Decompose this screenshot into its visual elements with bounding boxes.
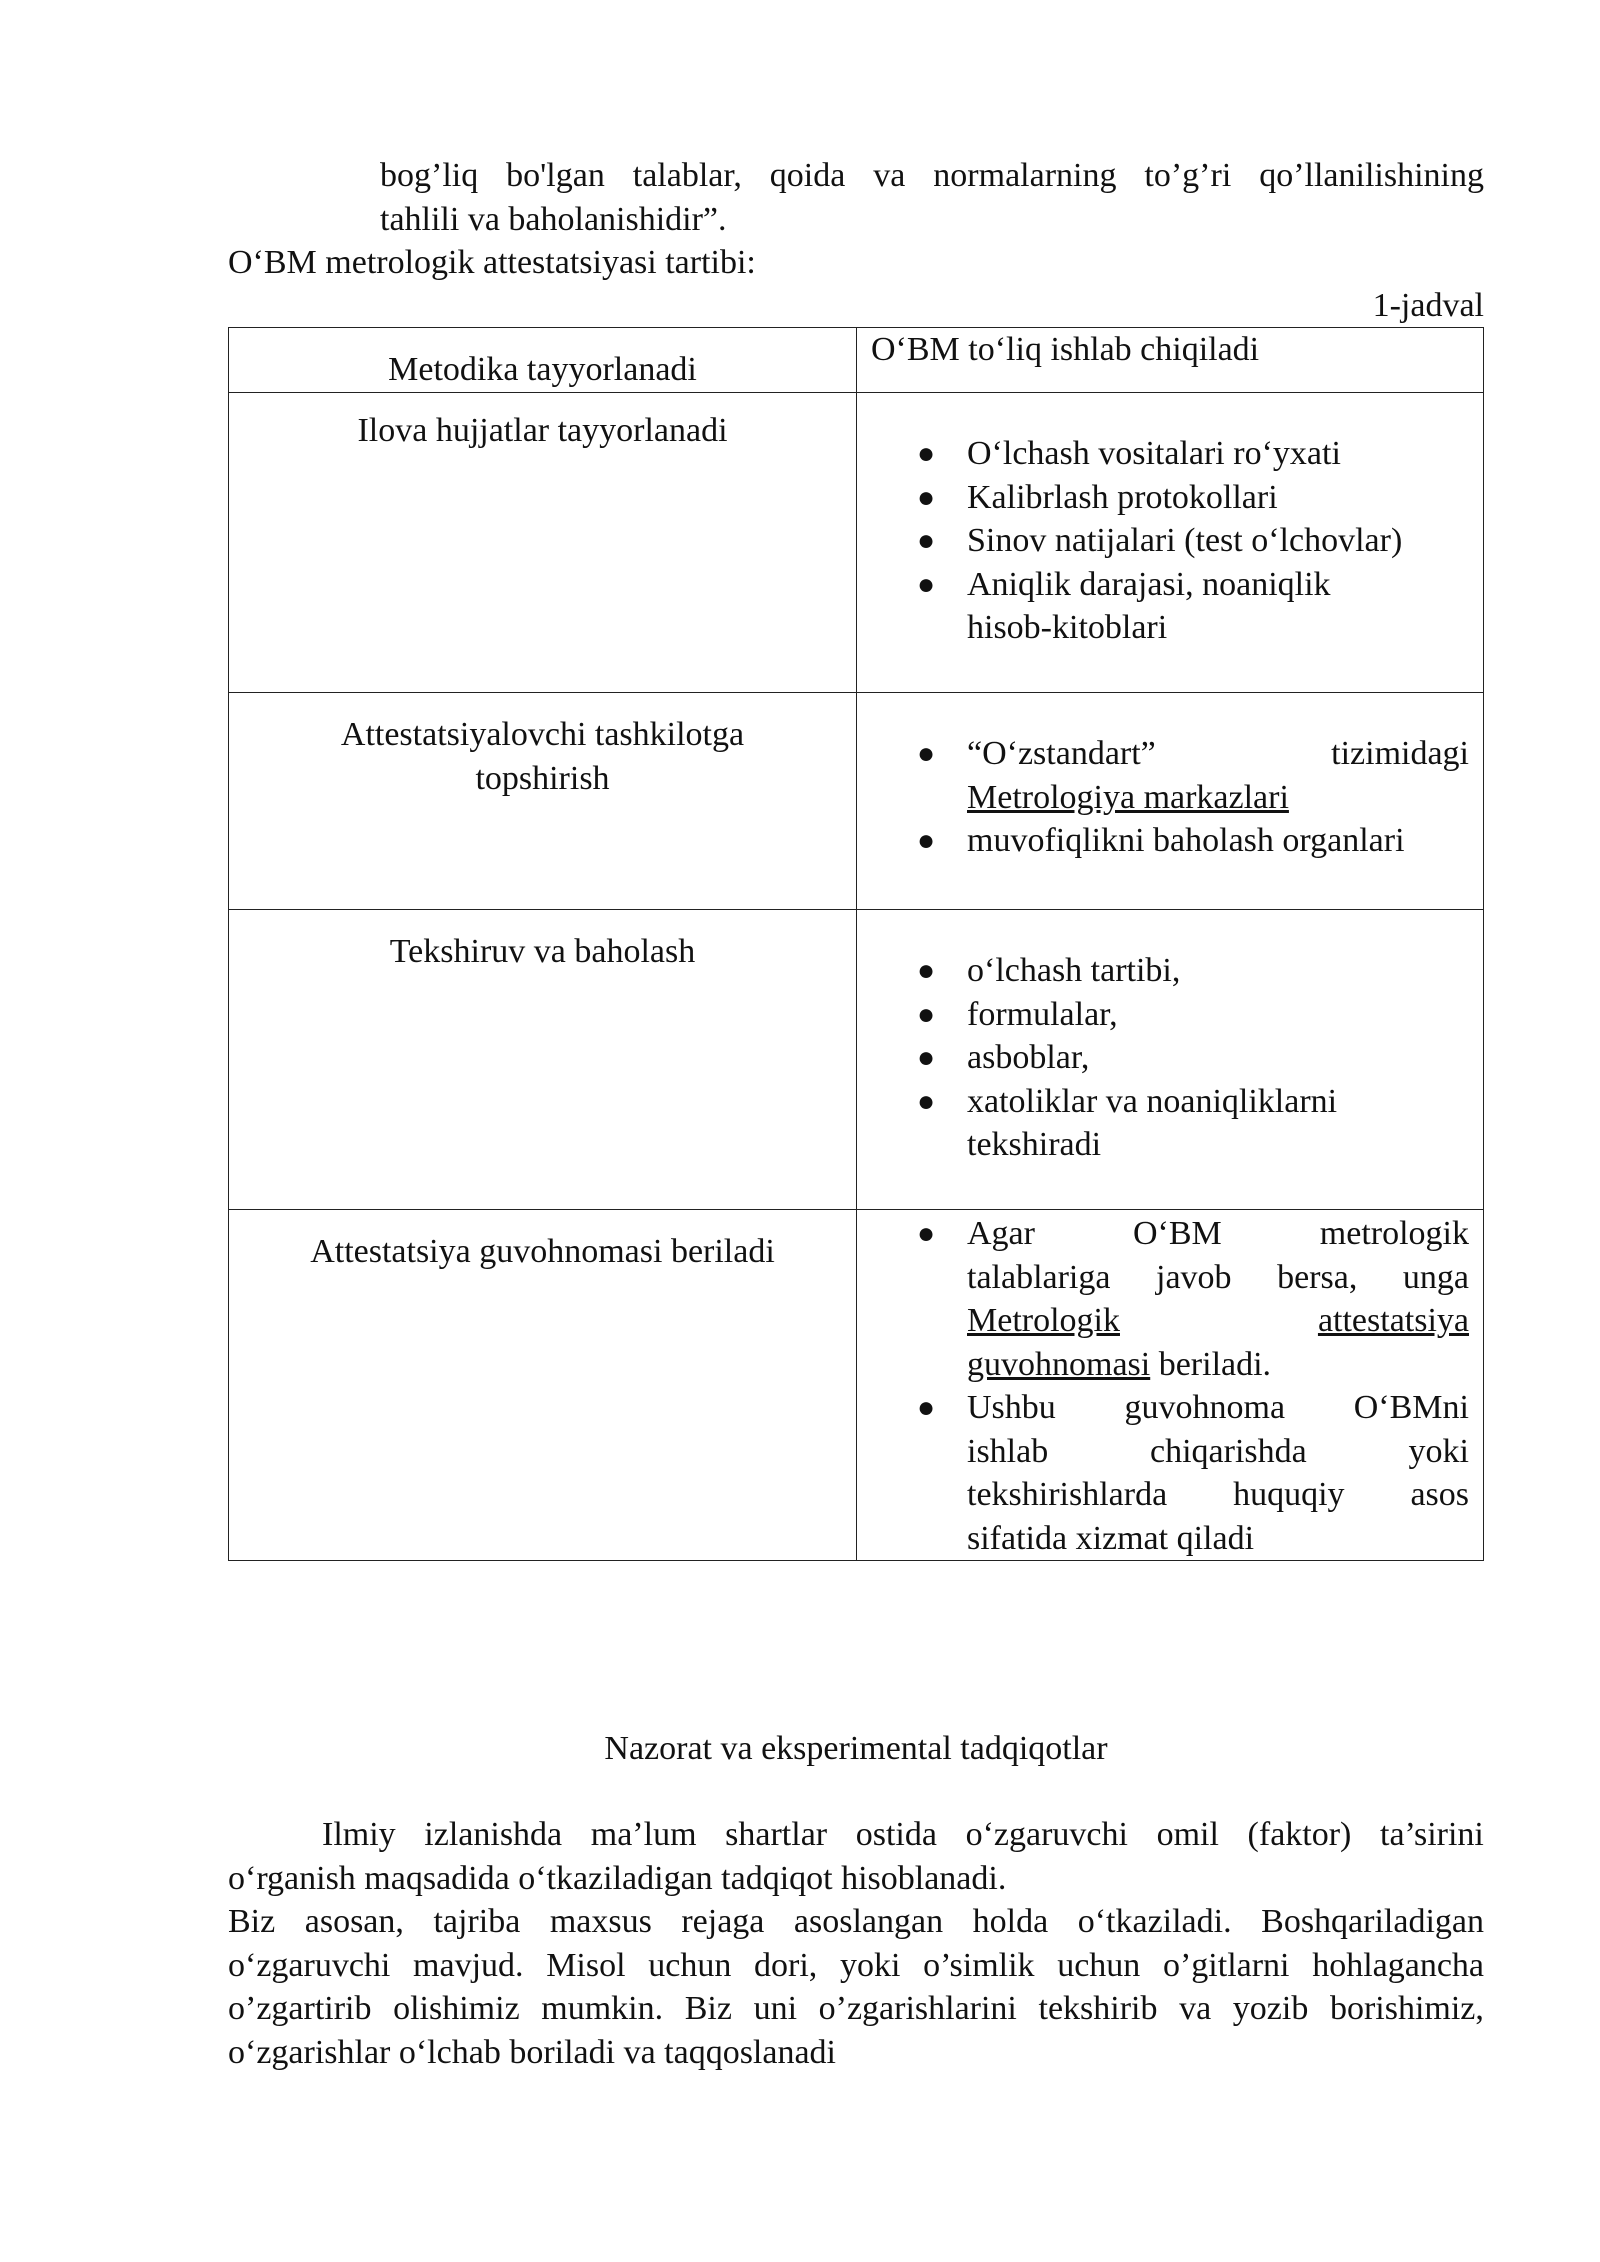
table-cell-left bbox=[229, 1210, 857, 1561]
paragraph-line bbox=[228, 1944, 1484, 1988]
list-item-line bbox=[967, 1386, 1469, 1430]
word: maxsus bbox=[549, 1903, 652, 1940]
cell-text bbox=[229, 693, 856, 800]
word: dori, bbox=[754, 1946, 818, 1984]
bullet-icon: ● bbox=[917, 437, 936, 470]
table-caption: 1-jadval bbox=[1372, 287, 1484, 324]
word: javob bbox=[1156, 1258, 1232, 1296]
list-item-line bbox=[967, 1343, 1469, 1387]
paragraph-1 bbox=[228, 1813, 1484, 1900]
word: (faktor) bbox=[1247, 1816, 1352, 1853]
word: qoida bbox=[769, 157, 846, 194]
list-item-line bbox=[967, 1212, 1469, 1256]
word: asosan, bbox=[304, 1903, 404, 1940]
bullet-list bbox=[857, 910, 1483, 1167]
word: to’g’ri bbox=[1144, 157, 1232, 194]
word: holda bbox=[972, 1903, 1049, 1940]
table-row bbox=[229, 693, 1484, 910]
list-item-line bbox=[967, 1473, 1469, 1517]
bullet-icon: ● bbox=[917, 567, 936, 601]
table-row bbox=[229, 910, 1484, 1210]
word: mavjud. bbox=[413, 1946, 524, 1984]
table-cell-left bbox=[229, 393, 857, 693]
bullet-list bbox=[857, 393, 1483, 650]
word: bersa, bbox=[1277, 1258, 1358, 1296]
paragraph-line bbox=[228, 1813, 1484, 1857]
table-cell-right bbox=[857, 328, 1484, 393]
list-item-text: tekshiradi bbox=[967, 1126, 1102, 1163]
word: qo’llanilishining bbox=[1259, 157, 1484, 194]
bullet-icon: ● bbox=[917, 997, 936, 1031]
word: ostida bbox=[855, 1816, 937, 1853]
word: tekshirishlarda bbox=[967, 1476, 1168, 1513]
list-item-text: Sinov natijalari (test o‘lchovlar) bbox=[967, 522, 1403, 559]
word: rejaga bbox=[681, 1903, 765, 1940]
word: va bbox=[873, 157, 906, 194]
list-item bbox=[857, 1386, 1483, 1560]
word: tajriba bbox=[433, 1903, 521, 1940]
word: talablariga bbox=[967, 1258, 1111, 1296]
bullet-list bbox=[857, 1210, 1483, 1560]
list-item bbox=[857, 1080, 1483, 1167]
word: normalarning bbox=[933, 157, 1117, 194]
bullet-icon: ● bbox=[917, 824, 936, 857]
word: o‘zgaruvchi bbox=[965, 1816, 1128, 1853]
list-item-line bbox=[967, 1430, 1469, 1474]
word: Ushbu bbox=[967, 1389, 1056, 1426]
word: izlanishda bbox=[424, 1816, 563, 1853]
list-item-line bbox=[967, 1299, 1469, 1343]
word: borishimiz, bbox=[1329, 1990, 1484, 2027]
section-title: Nazorat va eksperimental tadqiqotlar bbox=[604, 1730, 1108, 1767]
word: o’gitlarni bbox=[1162, 1946, 1290, 1984]
word: yoki bbox=[839, 1946, 901, 1984]
paragraph-line: o‘rganish maqsadida o‘tkaziladigan tadqiqot hisoblanadi. bbox=[228, 1859, 1007, 1897]
word: asoslangan bbox=[793, 1903, 944, 1940]
table-row bbox=[229, 1210, 1484, 1561]
list-item bbox=[857, 563, 1483, 650]
word: yoki bbox=[1408, 1432, 1469, 1470]
table-cell-left bbox=[229, 910, 857, 1210]
paragraph-2 bbox=[228, 1900, 1484, 2074]
word: omil bbox=[1156, 1816, 1219, 1853]
cell-text: Tekshiruv va baholash bbox=[389, 933, 696, 970]
word: o‘tkaziladi. bbox=[1077, 1903, 1232, 1940]
word: ta’sirini bbox=[1380, 1816, 1484, 1853]
word: o‘zgaruvchi bbox=[228, 1946, 391, 1984]
word: ishlab bbox=[967, 1432, 1049, 1470]
list-item bbox=[857, 432, 1483, 476]
word: Misol bbox=[546, 1946, 626, 1984]
table-cell-left bbox=[229, 328, 857, 393]
cell-text-line: Attestatsiyalovchi tashkilotga bbox=[340, 716, 745, 753]
list-item-text: O‘lchash vositalari ro‘yxati bbox=[967, 435, 1341, 472]
word: ma’lum bbox=[590, 1816, 697, 1853]
list-item bbox=[857, 1036, 1483, 1080]
paragraph-line: o‘zgarishlar o‘lchab boriladi va taqqoslanadi bbox=[228, 2033, 836, 2071]
word: hohlagancha bbox=[1312, 1946, 1484, 1984]
table-row bbox=[229, 393, 1484, 693]
word: o’simlik bbox=[923, 1946, 1035, 1984]
bullet-icon: ● bbox=[917, 524, 936, 557]
list-item-text: Kalibrlash protokollari bbox=[967, 478, 1278, 516]
list-item-text: hisob-kitoblari bbox=[967, 609, 1168, 646]
list-item-text: xatoliklar va noaniqliklarni bbox=[967, 1082, 1338, 1120]
word: asos bbox=[1410, 1476, 1469, 1513]
table-cell-right bbox=[857, 1210, 1484, 1561]
list-item-text: asboblar, bbox=[967, 1039, 1090, 1076]
list-item-text: muvofiqlikni baholash organlari bbox=[967, 822, 1405, 859]
bullet-icon: ● bbox=[917, 1041, 936, 1074]
word: Boshqariladigan bbox=[1261, 1903, 1484, 1940]
list-item-line bbox=[967, 732, 1469, 776]
word: o’zgarishlarini bbox=[818, 1990, 1017, 2027]
list-item bbox=[857, 993, 1483, 1037]
cell-text: Attestatsiya guvohnomasi beriladi bbox=[310, 1233, 775, 1270]
list-item-line: sifatida xizmat qiladi bbox=[967, 1519, 1255, 1557]
list-item-line bbox=[967, 1256, 1469, 1300]
cell-text: Ilova hujjatlar tayyorlanadi bbox=[357, 412, 728, 449]
cell-text-line: topshirish bbox=[475, 759, 610, 797]
word: yozib bbox=[1232, 1990, 1309, 2027]
table-cell-right bbox=[857, 693, 1484, 910]
word: uchun bbox=[648, 1946, 732, 1984]
word: Ilmiy bbox=[322, 1816, 396, 1853]
word: talablar, bbox=[632, 157, 742, 194]
word: tekshirib bbox=[1038, 1990, 1158, 2027]
word: chiqarishda bbox=[1150, 1432, 1307, 1470]
word: bog’liq bbox=[380, 157, 479, 194]
paragraph-line bbox=[228, 1987, 1484, 2031]
table-row bbox=[229, 328, 1484, 393]
quote-line-1 bbox=[380, 154, 1484, 198]
list-item-text: Aniqlik darajasi, noaniqlik bbox=[967, 565, 1331, 603]
table-cell-right bbox=[857, 393, 1484, 693]
list-item bbox=[857, 476, 1483, 520]
word: uni bbox=[753, 1990, 798, 2027]
word: huquqiy bbox=[1233, 1476, 1345, 1513]
word: shartlar bbox=[725, 1816, 828, 1853]
list-item-text: o‘lchash tartibi, bbox=[967, 952, 1181, 989]
bullet-icon: ● bbox=[917, 737, 936, 770]
word: Biz bbox=[684, 1990, 732, 2027]
word: guvohnoma bbox=[1124, 1389, 1286, 1426]
list-item-word: tizimidagi bbox=[1331, 735, 1469, 772]
paragraph-line bbox=[228, 1900, 1484, 1944]
word: Agar bbox=[967, 1215, 1035, 1252]
cell-text: O‘BM to‘liq ishlab chiqiladi bbox=[871, 331, 1260, 368]
attestation-table bbox=[228, 327, 1484, 1561]
list-item-word: “O‘zstandart” bbox=[967, 735, 1156, 772]
list-item-text: formulalar, bbox=[967, 995, 1118, 1033]
word: unga bbox=[1402, 1258, 1469, 1296]
list-item bbox=[857, 732, 1483, 819]
quote-line-2: tahlili va baholanishidir”. bbox=[380, 200, 727, 238]
word: mumkin. bbox=[541, 1990, 664, 2027]
bullet-list bbox=[857, 693, 1483, 863]
certificate-link-part[interactable]: guvohnomasi bbox=[967, 1345, 1151, 1383]
list-item-text: beriladi. bbox=[1150, 1345, 1272, 1383]
bullet-icon: ● bbox=[917, 480, 936, 514]
list-item bbox=[857, 519, 1483, 563]
list-item bbox=[857, 819, 1483, 863]
word: va bbox=[1179, 1990, 1212, 2027]
word: O‘BM bbox=[1132, 1215, 1222, 1252]
certificate-link-part[interactable]: Metrologik bbox=[967, 1302, 1120, 1339]
bullet-icon: ● bbox=[917, 1391, 936, 1424]
word: o’zgartirib bbox=[228, 1990, 372, 2027]
word: Biz bbox=[228, 1903, 276, 1940]
table-cell-right bbox=[857, 910, 1484, 1210]
word: bo'lgan bbox=[506, 157, 605, 194]
word: uchun bbox=[1057, 1946, 1141, 1984]
quote-block bbox=[380, 154, 1484, 241]
bullet-icon: ● bbox=[917, 1217, 936, 1250]
table-cell-left bbox=[229, 693, 857, 910]
certificate-link-part[interactable]: attestatsiya bbox=[1317, 1302, 1469, 1339]
bullet-icon: ● bbox=[917, 954, 936, 987]
list-item bbox=[857, 1212, 1483, 1386]
cell-text: Metodika tayyorlanadi bbox=[388, 351, 697, 388]
metrology-centers-link[interactable]: Metrologiya markazlari bbox=[967, 778, 1289, 816]
bullet-icon: ● bbox=[917, 1084, 936, 1118]
word: metrologik bbox=[1319, 1215, 1469, 1252]
word: O‘BMni bbox=[1353, 1389, 1469, 1426]
word: olishimiz bbox=[393, 1990, 520, 2027]
list-item bbox=[857, 949, 1483, 993]
section-heading: O‘BM metrologik attestatsiyasi tartibi: bbox=[228, 244, 756, 281]
